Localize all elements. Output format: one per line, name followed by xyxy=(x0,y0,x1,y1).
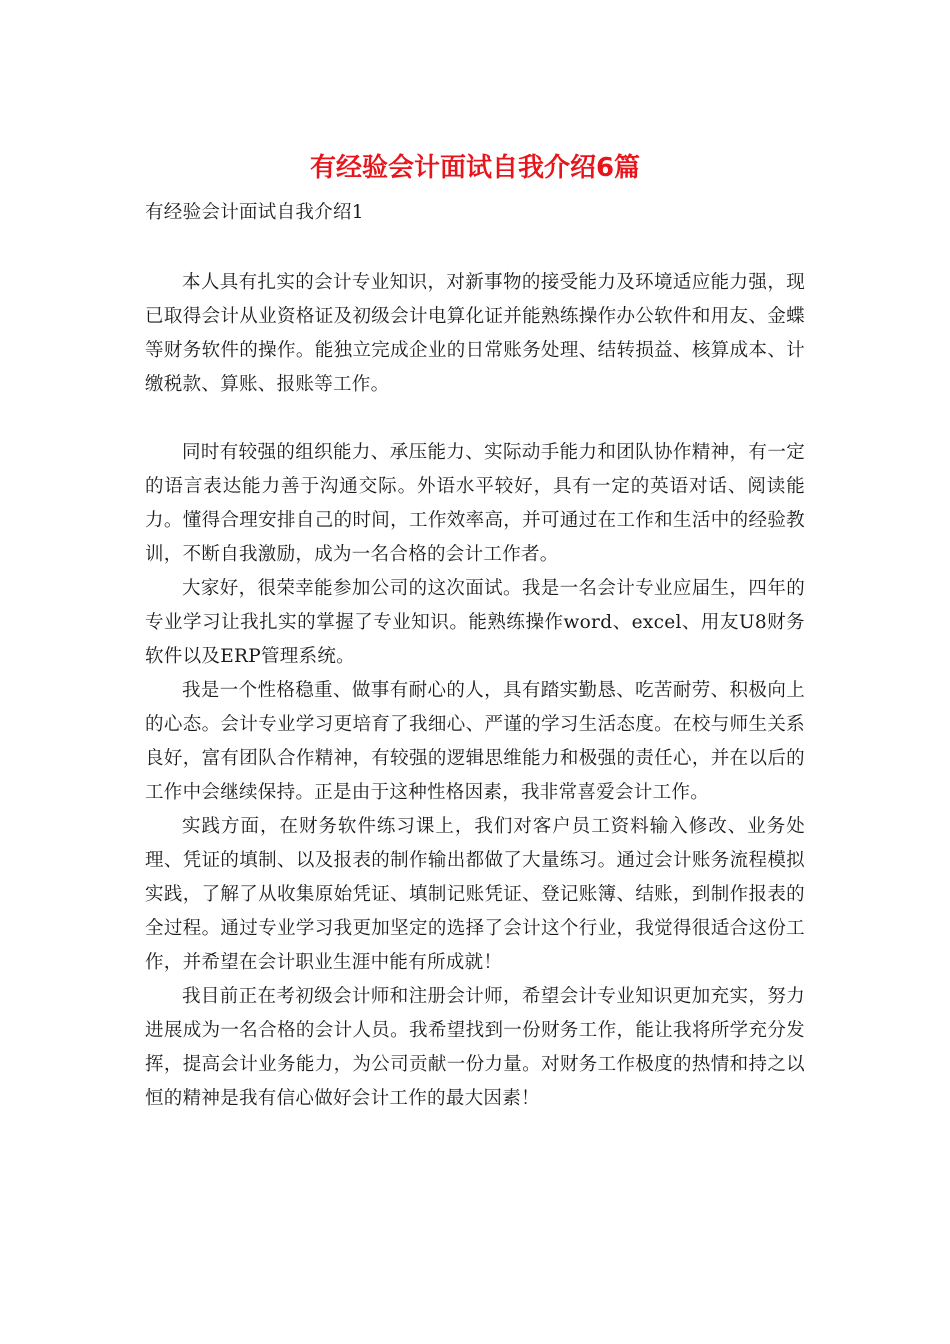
paragraph-6: 我目前正在考初级会计师和注册会计师，希望会计专业知识更加充实，努力进展成为一名合格的会计人员。我希望找到一份财务工作，能让我将所学充分发挥，提高会计业务能力，为公司贡献一份力量。对财务工作极度的热情和持之以恒的精神是我有信心做好会计工作的最大因素！ xyxy=(145,986,805,1109)
document-title: 有经验会计面试自我介绍6篇 xyxy=(309,153,641,183)
paragraph-5: 实践方面，在财务软件练习课上，我们对客户员工资料输入修改、业务处理、凭证的填制、以及报表的制作输出都做了大量练习。通过会计账务流程模拟实践，了解了从收集原始凭证、填制记账凭证、登记账簿、结账，到制作报表的全过程。通过专业学习我更加坚定的选择了会计这个行业，我觉得很适合这份工作，并希望在会计职业生涯中能有所成就！ xyxy=(145,816,805,973)
document-body xyxy=(145,196,805,1116)
paragraph-2: 同时有较强的组织能力、承压能力、实际动手能力和团队协作精神，有一定的语言表达能力善于沟通交际。外语水平较好，具有一定的英语对话、阅读能力。懂得合理安排自己的时间，工作效率高，并可通过在工作和生活中的经验教训，不断自我激励，成为一名合格的会计工作者。 xyxy=(145,442,805,565)
paragraph-3: 大家好，很荣幸能参加公司的这次面试。我是一名会计专业应届生，四年的专业学习让我扎实的掌握了专业知识。能熟练操作word、excel、用友U8财务软件以及ERP管理系统。 xyxy=(145,578,805,667)
section-subtitle: 有经验会计面试自我介绍1 xyxy=(145,202,364,223)
paragraph-4: 我是一个性格稳重、做事有耐心的人，具有踏实勤恳、吃苦耐劳、积极向上的心态。会计专业学习更培育了我细心、严谨的学习生活态度。在校与师生关系良好，富有团队合作精神，有较强的逻辑思维能力和极强的责任心，并在以后的工作中会继续保持。正是由于这种性格因素，我非常喜爱会计工作。 xyxy=(145,680,805,803)
paragraph-1: 本人具有扎实的会计专业知识，对新事物的接受能力及环境适应能力强，现已取得会计从业资格证及初级会计电算化证并能熟练操作办公软件和用友、金蝶等财务软件的操作。能独立完成企业的日常账务处理、结转损益、核算成本、计缴税款、算账、报账等工作。 xyxy=(145,272,805,395)
